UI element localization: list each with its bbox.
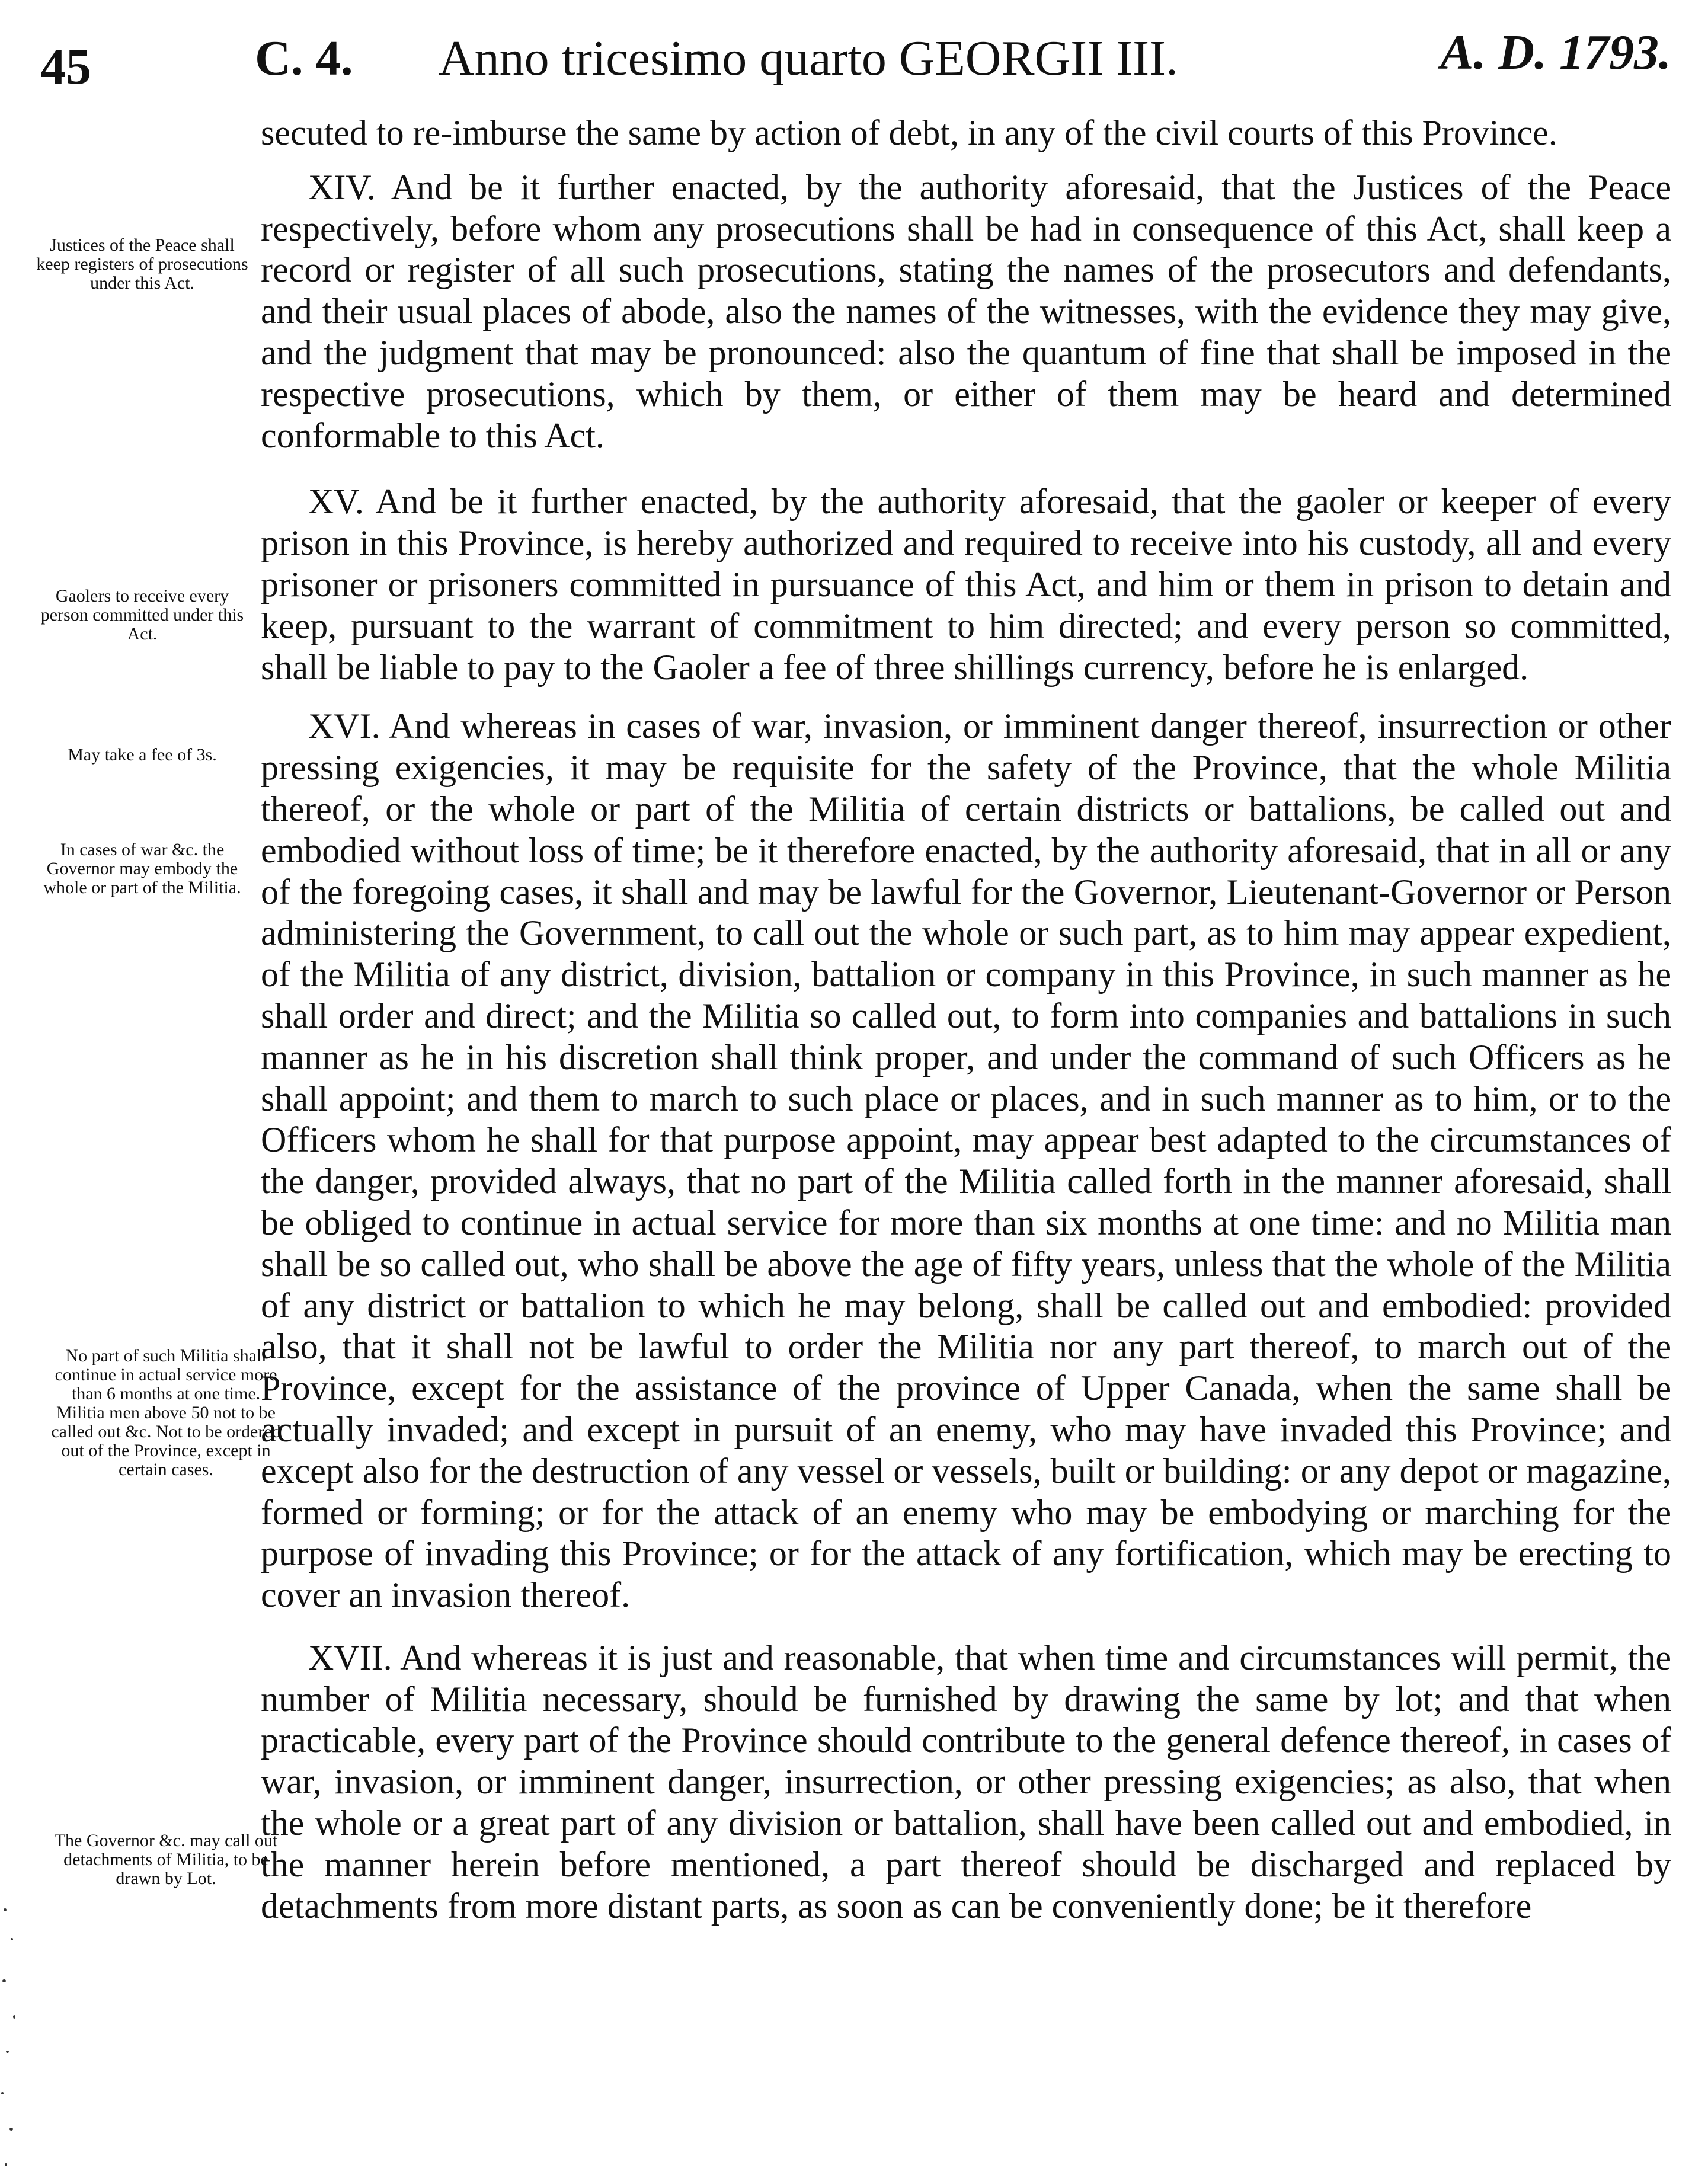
page-number: 45 — [40, 38, 91, 95]
year: A. D. 1793. — [1440, 25, 1671, 80]
statute-text — [261, 113, 1671, 1927]
section-xv: XV. And be it further enacted, by the authority aforesaid, that the gaoler or keeper of every prison in this Province, is hereby authorized and required to receive into his custody, all and every prisoner or prisoners committed in pursuance of this Act, and him or them in prison to detain and keep, pursuant to the warrant of commitment to him directed; and every person so committed, shall be liable to pay to the Gaoler a fee of three shillings currency, before he is enlarged. — [261, 482, 1671, 687]
chapter-number: C. 4. — [255, 31, 353, 86]
running-header — [255, 24, 1671, 95]
section-xvi: XVI. And whereas in cases of war, invasion, or imminent danger thereof, insurrection or other pressing exigencies, it may be requisite for the safety of the Province, that the whole Militia thereof, or the whole or part of the Militia of certain districts or battalions, be called out and embodied without loss of time; be it therefore enacted, by the authority aforesaid, that in all or any of the foregoing cases, it shall and may be lawful for the Governor, Lieutenant-Governor or Person administering the Government, to call out the whole or such part, as to him may appear expedient, of the Militia of any district, division, battalion or company in this Province, in such manner as he shall order and direct; and the Militia so called out, to form into companies and battalions in such manner as he in his discretion shall think proper, and under the command of such Officers as he shall appoint; and them to march to such place or places, and in such manner as to him, or to the Officers whom he shall for that purpose appoint, may appear best adapted to the circumstances of the danger, provided always, that no part of the Militia called forth in the manner aforesaid, shall be obliged to continue in actual service for more than six months at one time: and no Militia man shall be so called out, who shall be above the age of fifty years, unless that the whole of the Militia of any district or battalion to which he may belong, shall be called out and embodied: provided also, that it shall not be lawful to order the Militia nor any part thereof, to march out of the Province, except for the assistance of the province of Upper Canada, when the same shall be actually invaded; and except in pursuit of an enemy, who may have invaded this Province; and except also for the destruction of any vessel or vessels, built or building: or any depot or magazine, formed or forming; or for the attack of an enemy who may be embodying or marching for the purpose of invading this Province; or for the attack of any fortification, which may be erecting to cover an invasion thereof. — [261, 706, 1671, 1615]
margin-note-justices-registers: Justices of the Peace shall keep registers of prosecutions under this Act. — [36, 235, 248, 293]
continuation-paragraph: secuted to re-imburse the same by action of debt, in any of the civil courts of this Province. — [261, 113, 1557, 152]
margin-note-embody-militia: In cases of war &c. the Governor may embody the whole or part of the Militia. — [43, 840, 241, 897]
margin-note-detachments-by-lot: The Governor &c. may call out detachments of Militia, to be drawn by Lot. — [54, 1831, 278, 1888]
scan-edge-noise — [0, 1902, 20, 2181]
running-title: Anno tricesimo quarto GEORGII III. — [439, 31, 1179, 86]
margin-note-service-limits: No part of such Militia shall continue in actual service more than 6 months at one time. Militia men above 50 not to be called out &c. Not to be ordered out of the Province, except in certain cases. — [51, 1346, 281, 1479]
section-xvii: XVII. And whereas it is just and reasonable, that when time and circumstances will permit, the number of Militia necessary, should be furnished by drawing the same by lot; and that when practicable, every part of the Province should contribute to the general defence thereof, in cases of war, invasion, or imminent danger, insurrection, or other pressing exigencies; as also, that when the whole or a great part of any division or battalion, shall have been called out and embodied, in the manner herein before mentioned, a part thereof should be discharged and replaced by detachments from more distant parts, as soon as can be conveniently done; be it therefore — [261, 1638, 1671, 1926]
section-xiv: XIV. And be it further enacted, by the authority aforesaid, that the Justices of the Peace respectively, before whom any prosecutions shall be had in consequence of this Act, shall keep a record or register of all such prosecutions, stating the names of the prosecutors and defendants, and their usual places of abode, also the names of the witnesses, with the evidence they may give, and the judgment that may be pronounced: also the quantum of fine that shall be imposed in the respective prosecutions, which by them, or either of them may be heard and determined conformable to this Act. — [261, 167, 1671, 455]
margin-note-fee: May take a fee of 3s. — [68, 745, 217, 765]
margin-note-gaolers-receive: Gaolers to receive every person committed under this Act. — [40, 586, 244, 644]
